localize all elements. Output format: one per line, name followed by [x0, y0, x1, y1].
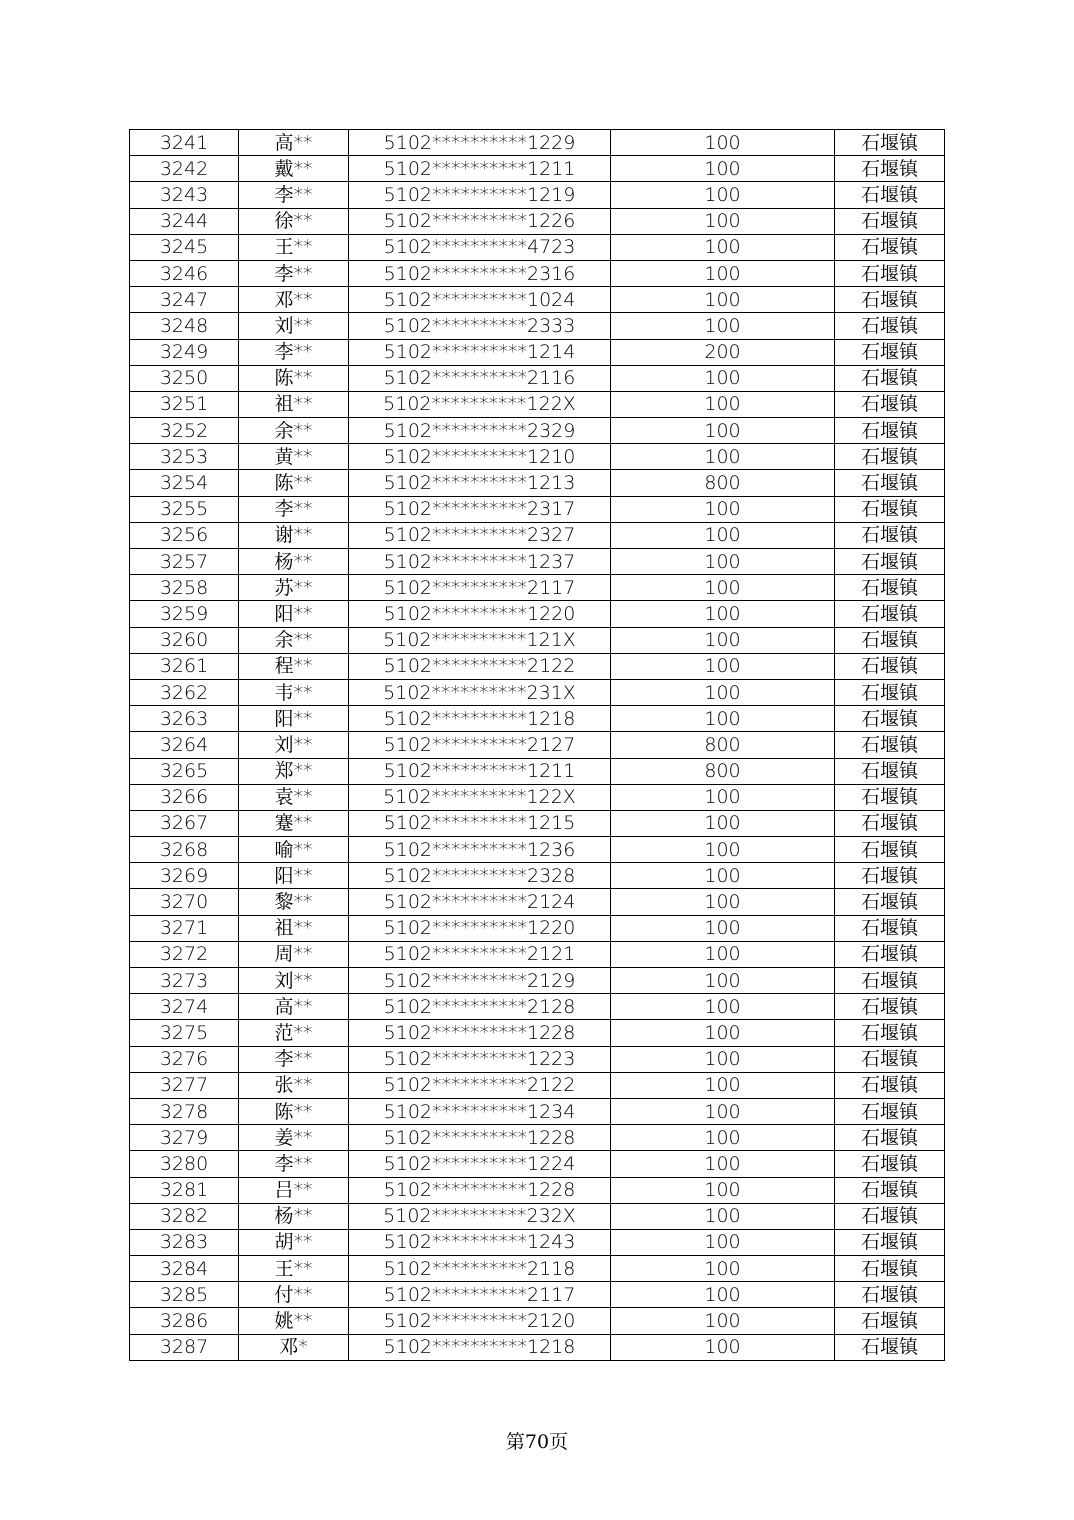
name-cell: 陈** — [239, 365, 349, 391]
name-cell: 张** — [239, 1072, 349, 1098]
town-cell: 石堰镇 — [835, 1098, 945, 1124]
amount-cell: 100 — [611, 1334, 835, 1360]
serial-number-cell: 3284 — [130, 1256, 239, 1282]
id-number-cell: 5102**********1234 — [349, 1098, 611, 1124]
id-number-cell: 5102**********2118 — [349, 1256, 611, 1282]
table-row — [130, 260, 945, 286]
town-cell: 石堰镇 — [835, 391, 945, 417]
id-number-cell: 5102**********1214 — [349, 339, 611, 365]
name-cell: 付** — [239, 1282, 349, 1308]
name-cell: 郑** — [239, 758, 349, 784]
town-cell: 石堰镇 — [835, 260, 945, 286]
table-row — [130, 1229, 945, 1255]
name-cell: 阳** — [239, 863, 349, 889]
table-row — [130, 968, 945, 994]
town-cell: 石堰镇 — [835, 182, 945, 208]
town-cell: 石堰镇 — [835, 837, 945, 863]
name-cell: 王** — [239, 1256, 349, 1282]
amount-cell: 100 — [611, 994, 835, 1020]
serial-number-cell: 3276 — [130, 1046, 239, 1072]
town-cell: 石堰镇 — [835, 1151, 945, 1177]
name-cell: 韦** — [239, 679, 349, 705]
id-number-cell: 5102**********122X — [349, 784, 611, 810]
amount-cell: 100 — [611, 444, 835, 470]
name-cell: 谢** — [239, 522, 349, 548]
serial-number-cell: 3251 — [130, 391, 239, 417]
id-number-cell: 5102**********2317 — [349, 496, 611, 522]
id-number-cell: 5102**********2124 — [349, 889, 611, 915]
town-cell: 石堰镇 — [835, 627, 945, 653]
id-number-cell: 5102**********2120 — [349, 1308, 611, 1334]
table-row — [130, 1020, 945, 1046]
table-row — [130, 758, 945, 784]
id-number-cell: 5102**********1243 — [349, 1229, 611, 1255]
amount-cell: 100 — [611, 418, 835, 444]
town-cell: 石堰镇 — [835, 706, 945, 732]
amount-cell: 100 — [611, 522, 835, 548]
serial-number-cell: 3269 — [130, 863, 239, 889]
name-cell: 祖** — [239, 391, 349, 417]
town-cell: 石堰镇 — [835, 1177, 945, 1203]
id-number-cell: 5102**********1228 — [349, 1177, 611, 1203]
serial-number-cell: 3258 — [130, 575, 239, 601]
town-cell: 石堰镇 — [835, 889, 945, 915]
serial-number-cell: 3285 — [130, 1282, 239, 1308]
table-row — [130, 601, 945, 627]
amount-cell: 100 — [611, 1282, 835, 1308]
table-row — [130, 679, 945, 705]
town-cell: 石堰镇 — [835, 287, 945, 313]
serial-number-cell: 3261 — [130, 653, 239, 679]
table-row — [130, 994, 945, 1020]
name-cell: 李** — [239, 182, 349, 208]
name-cell: 余** — [239, 418, 349, 444]
id-number-cell: 5102**********1224 — [349, 1151, 611, 1177]
town-cell: 石堰镇 — [835, 863, 945, 889]
id-number-cell: 5102**********1210 — [349, 444, 611, 470]
serial-number-cell: 3273 — [130, 968, 239, 994]
serial-number-cell: 3280 — [130, 1151, 239, 1177]
town-cell: 石堰镇 — [835, 496, 945, 522]
name-cell: 刘** — [239, 968, 349, 994]
amount-cell: 200 — [611, 339, 835, 365]
town-cell: 石堰镇 — [835, 1125, 945, 1151]
id-number-cell: 5102**********1236 — [349, 837, 611, 863]
town-cell: 石堰镇 — [835, 365, 945, 391]
name-cell: 黄** — [239, 444, 349, 470]
serial-number-cell: 3277 — [130, 1072, 239, 1098]
id-number-cell: 5102**********2117 — [349, 1282, 611, 1308]
serial-number-cell: 3270 — [130, 889, 239, 915]
name-cell: 苏** — [239, 575, 349, 601]
name-cell: 王** — [239, 234, 349, 260]
id-number-cell: 5102**********1218 — [349, 706, 611, 732]
serial-number-cell: 3278 — [130, 1098, 239, 1124]
name-cell: 喻** — [239, 837, 349, 863]
amount-cell: 800 — [611, 758, 835, 784]
amount-cell: 100 — [611, 1072, 835, 1098]
serial-number-cell: 3283 — [130, 1229, 239, 1255]
name-cell: 李** — [239, 260, 349, 286]
name-cell: 李** — [239, 339, 349, 365]
town-cell: 石堰镇 — [835, 1229, 945, 1255]
amount-cell: 100 — [611, 627, 835, 653]
amount-cell: 100 — [611, 679, 835, 705]
table-row — [130, 863, 945, 889]
table-row — [130, 287, 945, 313]
amount-cell: 100 — [611, 915, 835, 941]
id-number-cell: 5102**********1211 — [349, 156, 611, 182]
table-row — [130, 234, 945, 260]
table-row — [130, 339, 945, 365]
table-row — [130, 889, 945, 915]
town-cell: 石堰镇 — [835, 444, 945, 470]
serial-number-cell: 3263 — [130, 706, 239, 732]
town-cell: 石堰镇 — [835, 1203, 945, 1229]
id-number-cell: 5102**********1237 — [349, 549, 611, 575]
table-row — [130, 732, 945, 758]
records-table-container — [129, 129, 944, 1361]
amount-cell: 800 — [611, 470, 835, 496]
amount-cell: 100 — [611, 1177, 835, 1203]
table-row — [130, 1125, 945, 1151]
town-cell: 石堰镇 — [835, 1334, 945, 1360]
amount-cell: 800 — [611, 732, 835, 758]
name-cell: 戴** — [239, 156, 349, 182]
table-row — [130, 1282, 945, 1308]
table-row — [130, 915, 945, 941]
id-number-cell: 5102**********2328 — [349, 863, 611, 889]
amount-cell: 100 — [611, 863, 835, 889]
id-number-cell: 5102**********1218 — [349, 1334, 611, 1360]
name-cell: 高** — [239, 130, 349, 156]
amount-cell: 100 — [611, 549, 835, 575]
amount-cell: 100 — [611, 706, 835, 732]
amount-cell: 100 — [611, 260, 835, 286]
serial-number-cell: 3246 — [130, 260, 239, 286]
table-row — [130, 1098, 945, 1124]
id-number-cell: 5102**********2329 — [349, 418, 611, 444]
serial-number-cell: 3275 — [130, 1020, 239, 1046]
amount-cell: 100 — [611, 130, 835, 156]
name-cell: 黎** — [239, 889, 349, 915]
name-cell: 姜** — [239, 1125, 349, 1151]
serial-number-cell: 3257 — [130, 549, 239, 575]
table-row — [130, 653, 945, 679]
amount-cell: 100 — [611, 837, 835, 863]
town-cell: 石堰镇 — [835, 941, 945, 967]
amount-cell: 100 — [611, 1256, 835, 1282]
table-row — [130, 784, 945, 810]
town-cell: 石堰镇 — [835, 339, 945, 365]
id-number-cell: 5102**********1223 — [349, 1046, 611, 1072]
amount-cell: 100 — [611, 1151, 835, 1177]
serial-number-cell: 3267 — [130, 810, 239, 836]
town-cell: 石堰镇 — [835, 1308, 945, 1334]
name-cell: 范** — [239, 1020, 349, 1046]
table-row — [130, 130, 945, 156]
name-cell: 祖** — [239, 915, 349, 941]
town-cell: 石堰镇 — [835, 968, 945, 994]
town-cell: 石堰镇 — [835, 575, 945, 601]
name-cell: 杨** — [239, 1203, 349, 1229]
id-number-cell: 5102**********2127 — [349, 732, 611, 758]
id-number-cell: 5102**********1213 — [349, 470, 611, 496]
name-cell: 阳** — [239, 706, 349, 732]
name-cell: 余** — [239, 627, 349, 653]
amount-cell: 100 — [611, 1125, 835, 1151]
name-cell: 姚** — [239, 1308, 349, 1334]
serial-number-cell: 3248 — [130, 313, 239, 339]
serial-number-cell: 3282 — [130, 1203, 239, 1229]
amount-cell: 100 — [611, 313, 835, 339]
town-cell: 石堰镇 — [835, 549, 945, 575]
table-row — [130, 418, 945, 444]
serial-number-cell: 3252 — [130, 418, 239, 444]
name-cell: 陈** — [239, 470, 349, 496]
name-cell: 杨** — [239, 549, 349, 575]
records-table — [129, 129, 945, 1361]
amount-cell: 100 — [611, 810, 835, 836]
amount-cell: 100 — [611, 968, 835, 994]
id-number-cell: 5102**********1226 — [349, 208, 611, 234]
name-cell: 徐** — [239, 208, 349, 234]
table-row — [130, 496, 945, 522]
name-cell: 吕** — [239, 1177, 349, 1203]
table-row — [130, 837, 945, 863]
table-row — [130, 810, 945, 836]
table-row — [130, 313, 945, 339]
amount-cell: 100 — [611, 1308, 835, 1334]
town-cell: 石堰镇 — [835, 1282, 945, 1308]
id-number-cell: 5102**********1228 — [349, 1125, 611, 1151]
table-row — [130, 627, 945, 653]
name-cell: 程** — [239, 653, 349, 679]
id-number-cell: 5102**********2121 — [349, 941, 611, 967]
name-cell: 陈** — [239, 1098, 349, 1124]
id-number-cell: 5102**********231X — [349, 679, 611, 705]
serial-number-cell: 3243 — [130, 182, 239, 208]
serial-number-cell: 3260 — [130, 627, 239, 653]
amount-cell: 100 — [611, 1203, 835, 1229]
table-row — [130, 1308, 945, 1334]
amount-cell: 100 — [611, 1098, 835, 1124]
table-row — [130, 391, 945, 417]
name-cell: 邓* — [239, 1334, 349, 1360]
amount-cell: 100 — [611, 496, 835, 522]
table-row — [130, 1177, 945, 1203]
town-cell: 石堰镇 — [835, 1256, 945, 1282]
town-cell: 石堰镇 — [835, 758, 945, 784]
id-number-cell: 5102**********1220 — [349, 915, 611, 941]
id-number-cell: 5102**********2327 — [349, 522, 611, 548]
table-row — [130, 1151, 945, 1177]
serial-number-cell: 3254 — [130, 470, 239, 496]
serial-number-cell: 3286 — [130, 1308, 239, 1334]
amount-cell: 100 — [611, 1046, 835, 1072]
amount-cell: 100 — [611, 941, 835, 967]
id-number-cell: 5102**********1220 — [349, 601, 611, 627]
table-row — [130, 706, 945, 732]
town-cell: 石堰镇 — [835, 313, 945, 339]
id-number-cell: 5102**********1219 — [349, 182, 611, 208]
town-cell: 石堰镇 — [835, 679, 945, 705]
amount-cell: 100 — [611, 208, 835, 234]
serial-number-cell: 3256 — [130, 522, 239, 548]
id-number-cell: 5102**********1228 — [349, 1020, 611, 1046]
table-row — [130, 365, 945, 391]
name-cell: 李** — [239, 1046, 349, 1072]
id-number-cell: 5102**********2129 — [349, 968, 611, 994]
amount-cell: 100 — [611, 784, 835, 810]
town-cell: 石堰镇 — [835, 732, 945, 758]
name-cell: 袁** — [239, 784, 349, 810]
amount-cell: 100 — [611, 575, 835, 601]
serial-number-cell: 3279 — [130, 1125, 239, 1151]
name-cell: 邓** — [239, 287, 349, 313]
serial-number-cell: 3255 — [130, 496, 239, 522]
table-row — [130, 1256, 945, 1282]
serial-number-cell: 3241 — [130, 130, 239, 156]
id-number-cell: 5102**********1215 — [349, 810, 611, 836]
amount-cell: 100 — [611, 156, 835, 182]
name-cell: 胡** — [239, 1229, 349, 1255]
serial-number-cell: 3250 — [130, 365, 239, 391]
id-number-cell: 5102**********2316 — [349, 260, 611, 286]
town-cell: 石堰镇 — [835, 915, 945, 941]
town-cell: 石堰镇 — [835, 470, 945, 496]
serial-number-cell: 3249 — [130, 339, 239, 365]
amount-cell: 100 — [611, 365, 835, 391]
serial-number-cell: 3264 — [130, 732, 239, 758]
town-cell: 石堰镇 — [835, 1072, 945, 1098]
town-cell: 石堰镇 — [835, 994, 945, 1020]
id-number-cell: 5102**********4723 — [349, 234, 611, 260]
table-row — [130, 156, 945, 182]
town-cell: 石堰镇 — [835, 1046, 945, 1072]
name-cell: 高** — [239, 994, 349, 1020]
town-cell: 石堰镇 — [835, 1020, 945, 1046]
id-number-cell: 5102**********122X — [349, 391, 611, 417]
id-number-cell: 5102**********2333 — [349, 313, 611, 339]
table-row — [130, 470, 945, 496]
town-cell: 石堰镇 — [835, 234, 945, 260]
table-row — [130, 941, 945, 967]
serial-number-cell: 3259 — [130, 601, 239, 627]
serial-number-cell: 3265 — [130, 758, 239, 784]
id-number-cell: 5102**********1211 — [349, 758, 611, 784]
town-cell: 石堰镇 — [835, 418, 945, 444]
serial-number-cell: 3266 — [130, 784, 239, 810]
serial-number-cell: 3281 — [130, 1177, 239, 1203]
table-row — [130, 1072, 945, 1098]
table-row — [130, 1203, 945, 1229]
town-cell: 石堰镇 — [835, 784, 945, 810]
amount-cell: 100 — [611, 391, 835, 417]
name-cell: 阳** — [239, 601, 349, 627]
amount-cell: 100 — [611, 1020, 835, 1046]
name-cell: 刘** — [239, 313, 349, 339]
id-number-cell: 5102**********2128 — [349, 994, 611, 1020]
serial-number-cell: 3287 — [130, 1334, 239, 1360]
amount-cell: 100 — [611, 601, 835, 627]
town-cell: 石堰镇 — [835, 653, 945, 679]
serial-number-cell: 3247 — [130, 287, 239, 313]
serial-number-cell: 3271 — [130, 915, 239, 941]
town-cell: 石堰镇 — [835, 208, 945, 234]
amount-cell: 100 — [611, 653, 835, 679]
serial-number-cell: 3245 — [130, 234, 239, 260]
serial-number-cell: 3244 — [130, 208, 239, 234]
town-cell: 石堰镇 — [835, 601, 945, 627]
amount-cell: 100 — [611, 1229, 835, 1255]
id-number-cell: 5102**********121X — [349, 627, 611, 653]
serial-number-cell: 3242 — [130, 156, 239, 182]
name-cell: 李** — [239, 1151, 349, 1177]
table-row — [130, 549, 945, 575]
serial-number-cell: 3253 — [130, 444, 239, 470]
page-number: 第70页 — [505, 1431, 569, 1453]
table-row — [130, 1334, 945, 1360]
name-cell: 周** — [239, 941, 349, 967]
name-cell: 李** — [239, 496, 349, 522]
amount-cell: 100 — [611, 234, 835, 260]
amount-cell: 100 — [611, 287, 835, 313]
table-row — [130, 444, 945, 470]
table-row — [130, 522, 945, 548]
town-cell: 石堰镇 — [835, 810, 945, 836]
id-number-cell: 5102**********2117 — [349, 575, 611, 601]
id-number-cell: 5102**********2116 — [349, 365, 611, 391]
name-cell: 刘** — [239, 732, 349, 758]
amount-cell: 100 — [611, 889, 835, 915]
table-row — [130, 182, 945, 208]
id-number-cell: 5102**********1024 — [349, 287, 611, 313]
town-cell: 石堰镇 — [835, 522, 945, 548]
serial-number-cell: 3262 — [130, 679, 239, 705]
id-number-cell: 5102**********1229 — [349, 130, 611, 156]
amount-cell: 100 — [611, 182, 835, 208]
records-table-body — [130, 130, 945, 1361]
town-cell: 石堰镇 — [835, 130, 945, 156]
id-number-cell: 5102**********2122 — [349, 1072, 611, 1098]
serial-number-cell: 3274 — [130, 994, 239, 1020]
town-cell: 石堰镇 — [835, 156, 945, 182]
id-number-cell: 5102**********232X — [349, 1203, 611, 1229]
id-number-cell: 5102**********2122 — [349, 653, 611, 679]
table-row — [130, 208, 945, 234]
table-row — [130, 575, 945, 601]
serial-number-cell: 3272 — [130, 941, 239, 967]
name-cell: 蹇** — [239, 810, 349, 836]
table-row — [130, 1046, 945, 1072]
serial-number-cell: 3268 — [130, 837, 239, 863]
